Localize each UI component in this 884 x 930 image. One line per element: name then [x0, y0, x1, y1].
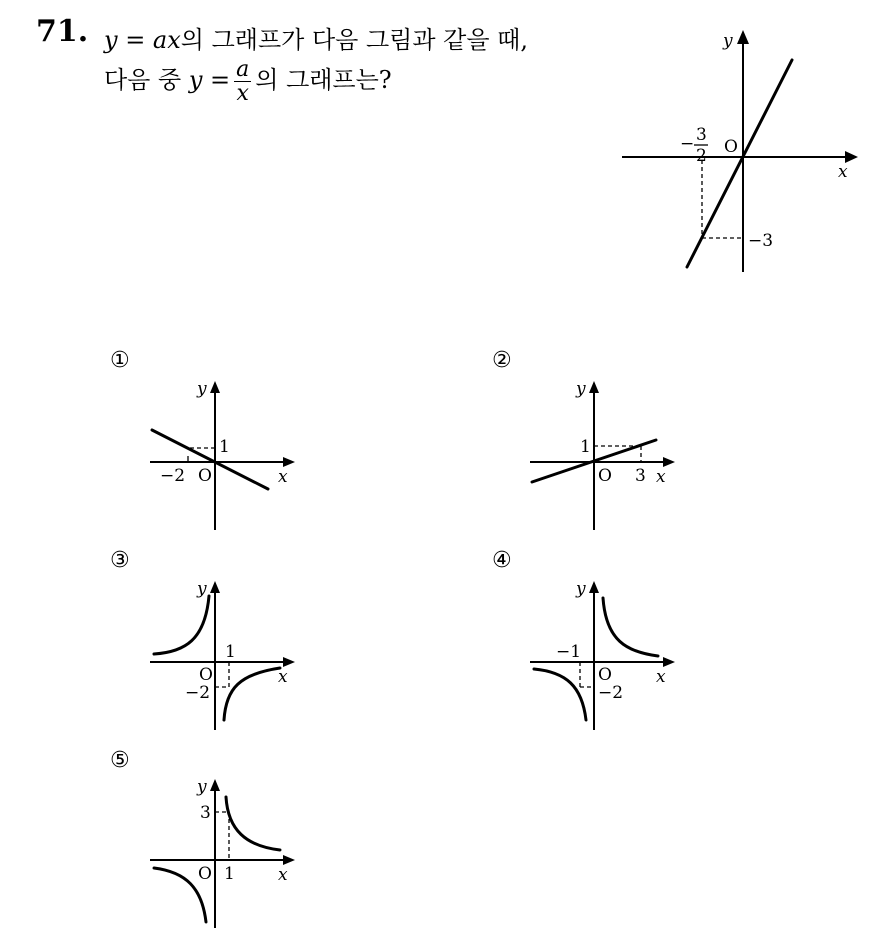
choice-5-x-label: x [278, 865, 288, 885]
choice-3-mark[interactable]: ③ [110, 548, 130, 573]
choice-1-x-label: x [278, 467, 288, 487]
choice-3-x-label: x [278, 667, 288, 687]
fraction-denominator: x [236, 81, 249, 107]
main-frac-denominator: 2 [696, 146, 707, 166]
main-origin-label: O [724, 137, 738, 157]
choice-4-mark[interactable]: ④ [492, 548, 512, 573]
choice-1-y-label: y [197, 379, 207, 399]
choice-2-label-x: 3 [635, 466, 646, 486]
choice-3-y-label: y [197, 579, 207, 599]
choice-5-origin: O [198, 864, 212, 884]
question-text-2b: 의 그래프는? [255, 66, 392, 95]
choice-1-origin: O [198, 466, 212, 486]
choice-5-mark[interactable]: ⑤ [110, 748, 130, 773]
choice-1-mark[interactable]: ① [110, 348, 130, 373]
main-frac-numerator: 3 [696, 125, 707, 145]
choice-4-label-y: −2 [598, 683, 624, 703]
choice-4-x-label: x [656, 667, 666, 687]
choice-2-x-label: x [656, 467, 666, 487]
choice-3-label-y: −2 [185, 683, 211, 703]
choice-5-label-y: 3 [200, 803, 211, 823]
equation-linear: y = ax [104, 26, 181, 54]
choice-4-origin: O [598, 665, 612, 685]
choice-2-mark[interactable]: ② [492, 348, 512, 373]
choice-1-label-x: −2 [160, 466, 186, 486]
main-x-label: x [838, 162, 848, 182]
choice-4-label-x: −1 [556, 642, 582, 662]
question-number: 71. [36, 14, 89, 49]
main-y-value-label: −3 [748, 231, 774, 251]
choice-5-y-arrow [210, 779, 220, 791]
choice-3-origin: O [199, 665, 213, 685]
fraction-numerator: a [236, 57, 250, 82]
choice-4-y-label: y [576, 579, 586, 599]
question-text-1: 의 그래프가 다음 그림과 같을 때, [180, 26, 528, 54]
choice-5-label-x: 1 [224, 864, 235, 884]
choice-3-label-x: 1 [225, 642, 236, 662]
choice-2-label-y: 1 [580, 437, 591, 457]
equation-lhs: y = [188, 66, 231, 95]
choice-2-origin: O [598, 466, 612, 486]
choice-2-y-label: y [576, 379, 586, 399]
choice-5-y-label: y [197, 777, 207, 797]
choice-5-x-arrow [283, 855, 295, 865]
question-text-2a: 다음 중 [104, 66, 182, 95]
main-y-label: y [723, 31, 733, 51]
choice-5-curve-upper-right [226, 797, 280, 850]
main-frac-minus: − [680, 134, 695, 154]
choice-1-label-y: 1 [219, 437, 230, 457]
